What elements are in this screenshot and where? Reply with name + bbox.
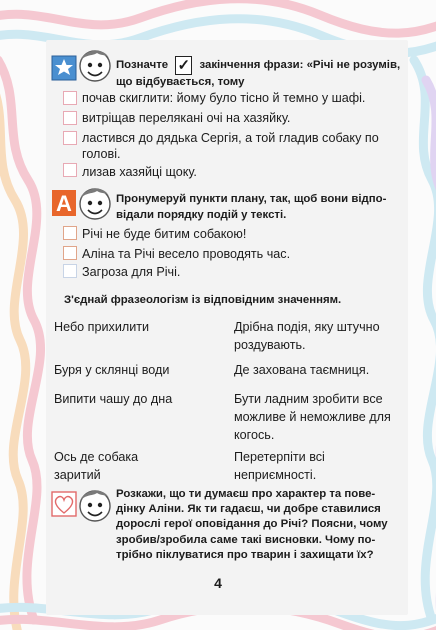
option-checkbox-4[interactable]: [63, 163, 77, 177]
page-number: 4: [214, 575, 222, 591]
letter-a-glyph: A: [56, 191, 72, 216]
task4-text: Розкажи, що ти думаєш про характер та пове- дінку Аліни. Як ти гадаєш, чи добре ставилися дорослі герої оповідання до Річі? Поясни, чому зробив/зробила саме такі висновки. Чому по- трібно піклуватися про тварин і захищати їх?: [116, 488, 388, 561]
heart-smiley-icon: [51, 486, 113, 528]
plan-item-2: Аліна та Річі весело проводять час.: [82, 247, 291, 261]
meaning-3[interactable]: Бути ладним зробити все можливе й неможливе для когось.: [234, 392, 391, 442]
plan-number-box-2[interactable]: [63, 246, 77, 260]
task1-line1: закінчення фрази: «Річі не розумів,: [199, 59, 401, 71]
meaning-1[interactable]: Дрібна подія, яку штучно роздувають.: [234, 320, 380, 352]
meaning-2[interactable]: Де захована таємниця.: [234, 363, 370, 377]
option-text-2: витріщав перелякані очі на хазяйку.: [82, 111, 291, 125]
option-text-4: лизав хазяйці щоку.: [82, 165, 197, 179]
idiom-4[interactable]: Ось де собака заритий: [54, 450, 139, 482]
option-text-3: ластився до дядька Сергія, а той гладив собаку по: [82, 131, 379, 145]
letter-a-smiley-icon: [51, 184, 113, 226]
task2-line1: Пронумеруй пункти плану, так, щоб вони відпо-: [116, 193, 387, 205]
plan-number-box-3[interactable]: [63, 264, 77, 278]
option-text-3-cont: голові.: [82, 147, 121, 161]
plan-item-3: Загроза для Річі.: [82, 265, 181, 279]
task1-heading: [116, 56, 406, 91]
star-smiley-icon: [51, 44, 113, 86]
check-symbol: ✓: [175, 56, 192, 75]
task2-heading: [116, 192, 406, 223]
option-checkbox-1[interactable]: [63, 91, 77, 105]
option-text-1: почав скиглити: йому було тісно й темно у шафі.: [82, 91, 366, 105]
plan-item-1: Річі не буде битим собакою!: [82, 227, 247, 241]
plan-number-box-1[interactable]: [63, 226, 77, 240]
option-checkbox-2[interactable]: [63, 111, 77, 125]
task1-line2: що відбувається, тому: [116, 76, 245, 88]
task2-line2: відали порядку подій у тексті.: [116, 208, 287, 221]
task1-prefix: Позначте: [116, 59, 169, 71]
meaning-4[interactable]: Перетерпіти всі неприємності.: [234, 450, 325, 482]
idiom-2[interactable]: Буря у склянці води: [54, 363, 170, 377]
task3-heading: З'єднай фразеологізм із відповідним значенням.: [64, 294, 342, 306]
option-checkbox-3[interactable]: [63, 131, 77, 145]
idiom-3[interactable]: Випити чашу до дна: [54, 392, 173, 406]
idiom-1[interactable]: Небо прихилити: [54, 320, 150, 334]
